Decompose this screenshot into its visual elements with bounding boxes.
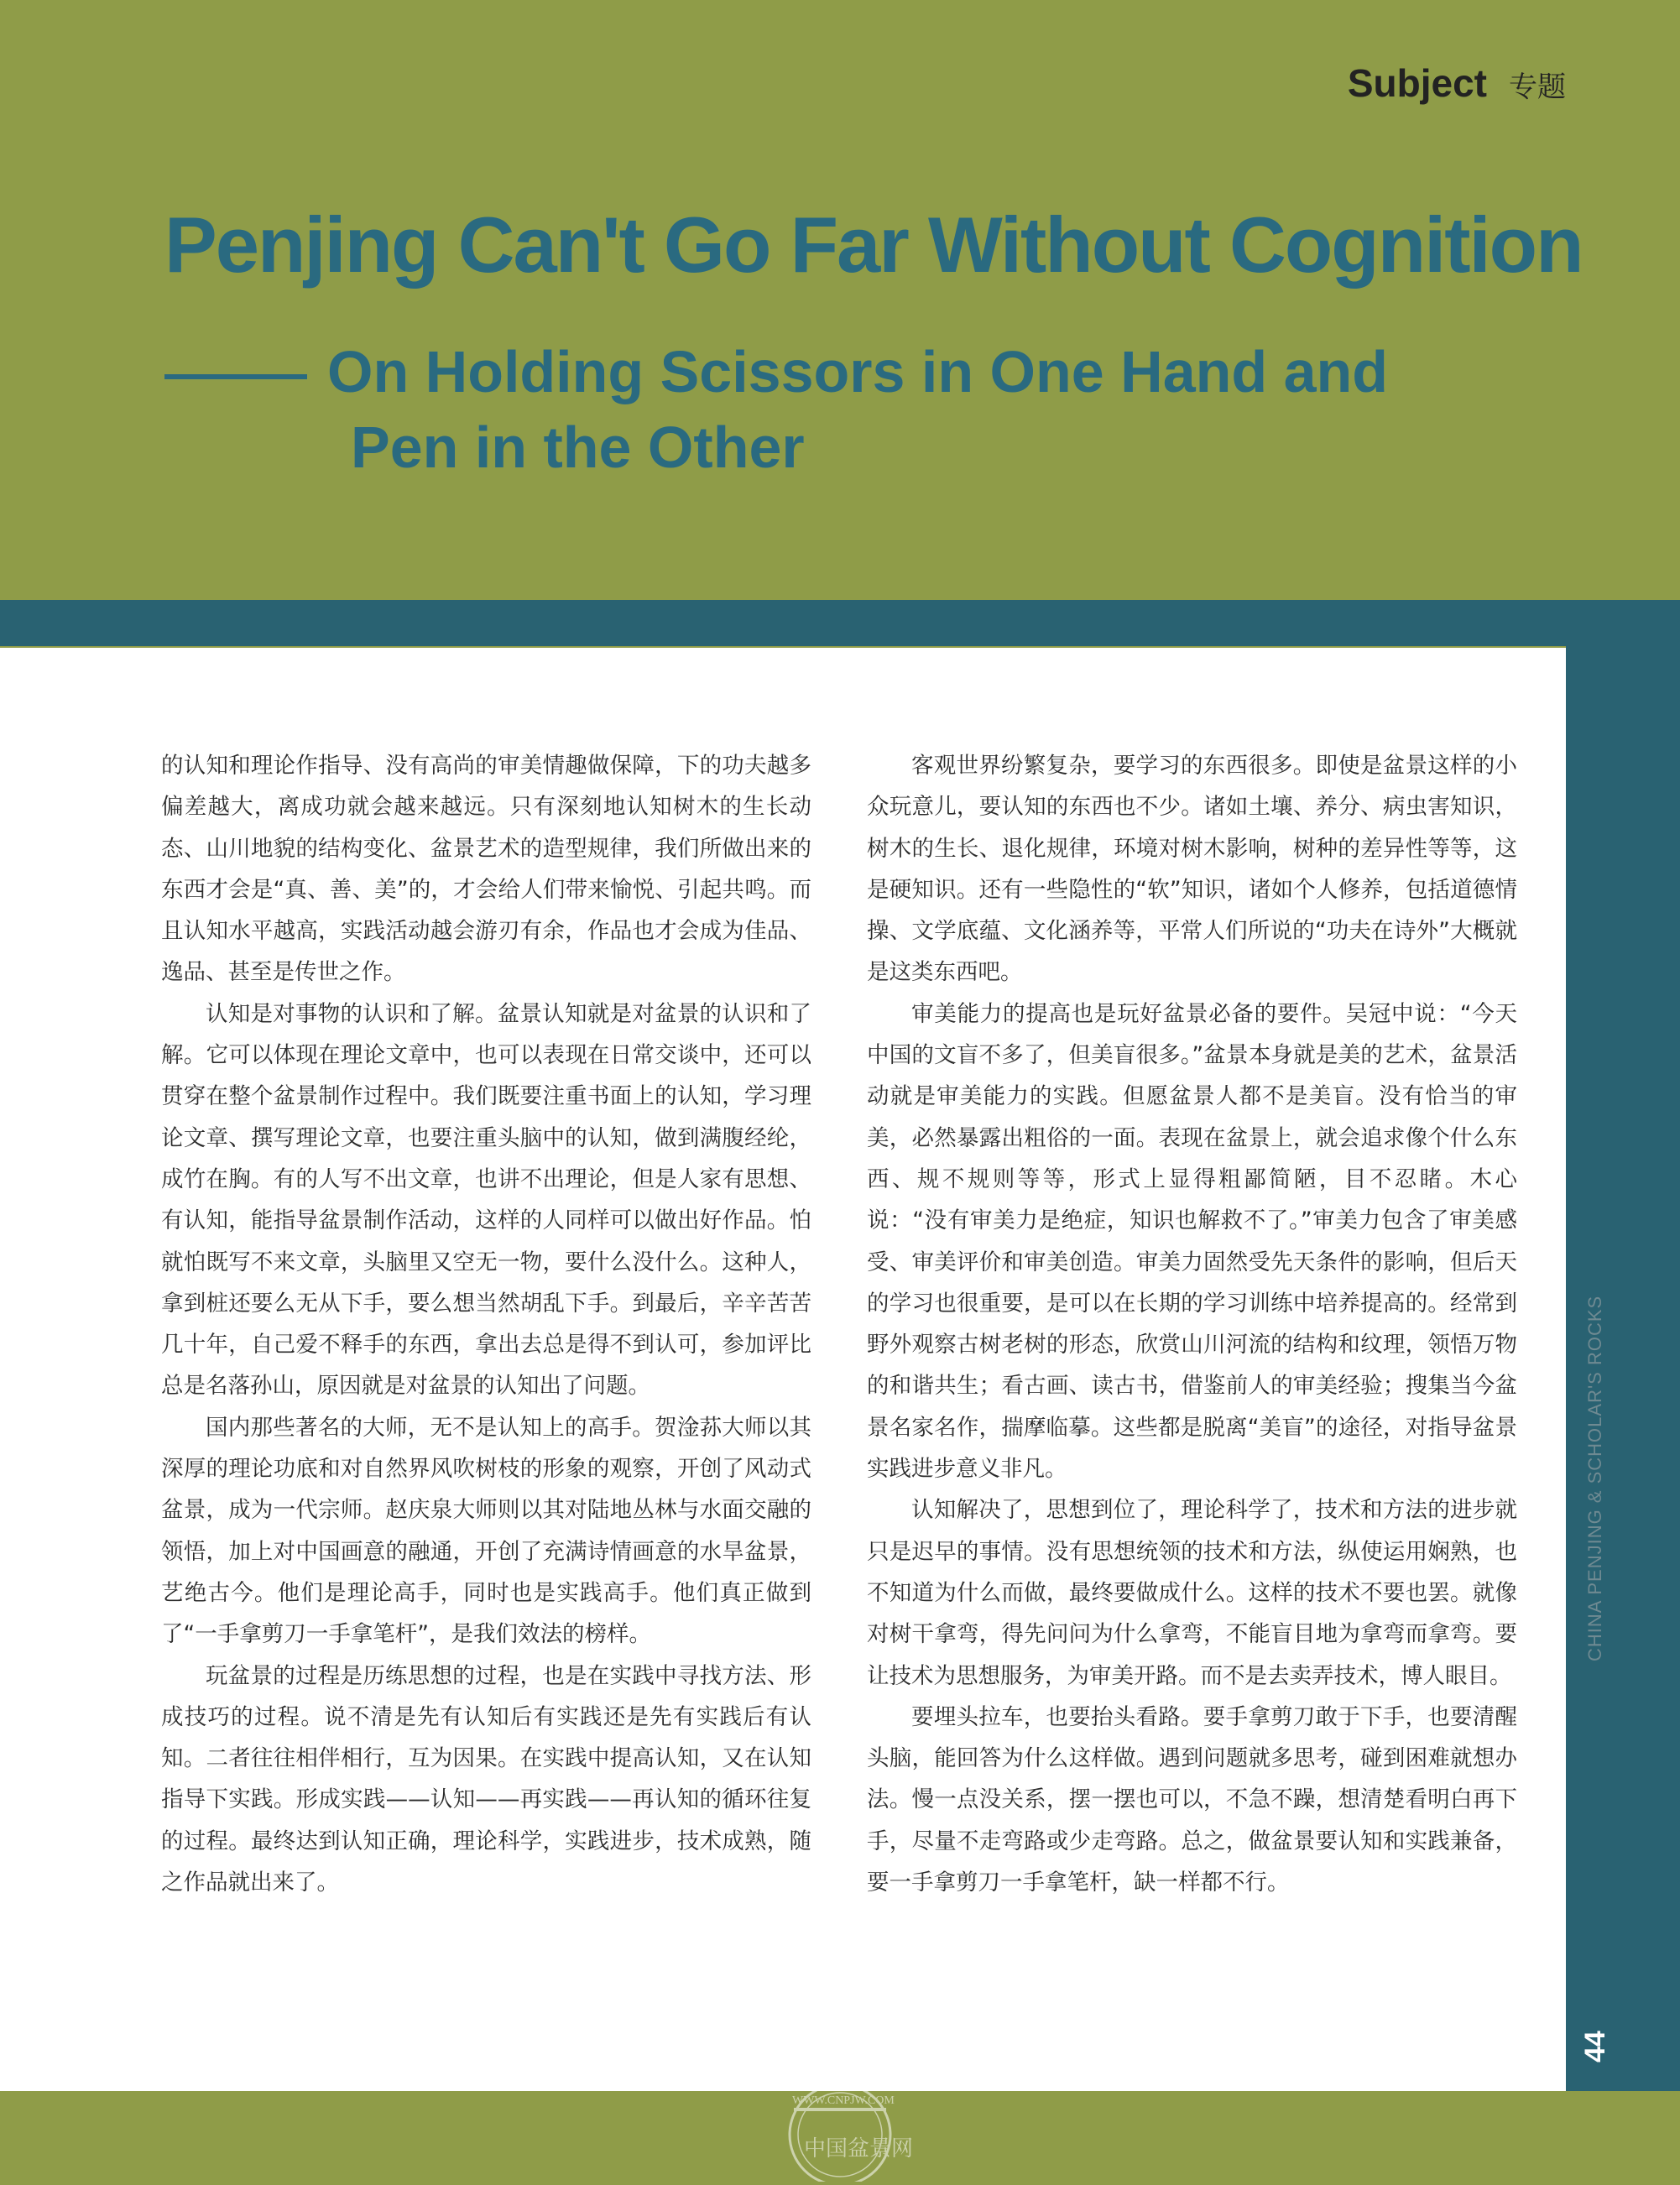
paragraph: 客观世界纷繁复杂，要学习的东西很多。即使是盆景这样的小众玩意儿，要认知的东西也不少。诸如土壤、养分、病虫害知识，树木的生长、退化规律，环境对树木影响，树种的差异性等等，这是硬知识。还有一些隐性的“软”知识，诸如个人修养，包括道德情操、文学底蕴、文化涵养等，平常人们所说的“功夫在诗外”大概就是这类东西吧。 [867,753,1517,986]
paragraph: 认知是对事物的认识和了解。盆景认知就是对盆景的认识和了解。它可以体现在理论文章中，也可以表现在日常交谈中，还可以贯穿在整个盆景制作过程中。我们既要注重书面上的认知，学习理论文章、撰写理论文章，也要注重头脑中的认知，做到满腹经纶，成竹在胸。有的人写不出文章，也讲不出理论，但是人家有思想、有认知，能指导盆景制作活动，这样的人同样可以做出好作品。怕就怕既写不来文章，头脑里又空无一物，要什么没什么。这种人，拿到桩还要么无从下手，要么想当然胡乱下手。到最后，辛辛苦苦几十年，自己爱不释手的东西，拿出去总是得不到认可，参加评比总是名落孙山，原因就是对盆景的认知出了问题。 [161,1000,811,1400]
teal-band [0,600,1680,646]
subtitle-line-1: On Holding Scissors in One Hand and [327,339,1389,404]
paragraph: 审美能力的提高也是玩好盆景必备的要件。吴冠中说：“今天中国的文盲不多了，但美盲很多。”盆景本身就是美的艺术，盆景活动就是审美能力的实践。但愿盆景人都不是美盲。没有恰当的审美，必然暴露出粗俗的一面。表现在盆景上，就会追求像个什么东西、规不规则等等，形式上显得粗鄙简陋，目不忍睹。木心说：“没有审美力是绝症，知识也解救不了。”审美力包含了审美感受、审美评价和审美创造。审美力固然受先天条件的影响，但后天的学习也很重要，是可以在长期的学习训练中培养提高的。经常到野外观察古树老树的形态，欣赏山川河流的结构和纹理，领悟万物的和谐共生；看古画、读古书，借鉴前人的审美经验；搜集当今盆景名家名作，揣摩临摹。这些都是脱离“美盲”的途径，对指导盆景实践进步意义非凡。 [867,1000,1517,1483]
left-column [161,745,811,1903]
magazine-name: CHINA PENJING & SCHOLAR'S ROCKS [1584,1295,1605,1661]
article-title: Penjing Can't Go Far Without Cognition [164,201,1583,289]
subtitle-dash [164,374,307,379]
article-subtitle [164,334,1388,485]
paragraph: 的认知和理论作指导、没有高尚的审美情趣做保障，下的功夫越多偏差越大，离成功就会越来越远。只有深刻地认知树木的生长动态、山川地貌的结构变化、盆景艺术的造型规律，我们所做出来的东西才会是“真、善、美”的，才会给人们带来愉悦、引起共鸣。而且认知水平越高，实践活动越会游刃有余，作品也才会成为佳品、逸品、甚至是传世之作。 [161,753,811,986]
right-side-bar [1566,646,1680,2091]
section-label-en: Subject [1347,61,1487,105]
section-label-zh: 专题 [1509,70,1566,104]
paragraph: 要埋头拉车，也要抬头看路。要手拿剪刀敢于下手，也要清醒头脑，能回答为什么这样做。遇到问题就多思考，碰到困难就想办法。慢一点没关系，摆一摆也可以，不急不躁，想清楚看明白再下手，尽量不走弯路或少走弯路。总之，做盆景要认知和实践兼备，要一手拿剪刀一手拿笔杆，缺一样都不行。 [867,1703,1517,1896]
paragraph: 认知解决了，思想到位了，理论科学了，技术和方法的进步就只是迟早的事情。没有思想统领的技术和方法，纵使运用娴熟，也不知道为什么而做，最终要做成什么。这样的技术不要也罢。就像对树干拿弯，得先问问为什么拿弯，不能盲目地为拿弯而拿弯。要让技术为思想服务，为审美开路。而不是去卖弄技术，博人眼目。 [867,1497,1517,1689]
section-label [1348,60,1566,106]
paragraph: 玩盆景的过程是历练思想的过程，也是在实践中寻找方法、形成技巧的过程。说不清是先有认知后有实践还是先有实践后有认知。二者往往相伴相行，互为因果。在实践中提高认知，又在认知指导下实践。形成实践——认知——再实践——再认知的循环往复的过程。最终达到认知正确，理论科学，实践进步，技术成熟，随之作品就出来了。 [161,1662,811,1896]
watermark-name: 中国盆景网 [804,2136,914,2162]
page-number: 44 [1579,2031,1611,2062]
subtitle-line-2: Pen in the Other [351,415,805,480]
paragraph: 国内那些著名的大师，无不是认知上的高手。贺淦荪大师以其深厚的理论功底和对自然界风吹树枝的形象的观察，开创了风动式盆景，成为一代宗师。赵庆泉大师则以其对陆地丛林与水面交融的领悟，加上对中国画意的融通，开创了充满诗情画意的水旱盆景，艺绝古今。他们是理论高手，同时也是实践高手。他们真正做到了“一手拿剪刀一手拿笔杆”，是我们效法的榜样。 [161,1414,811,1648]
watermark-url: WWW.CNPJW.COM [792,2094,895,2107]
watermark [760,2079,920,2182]
right-column [867,745,1517,1903]
